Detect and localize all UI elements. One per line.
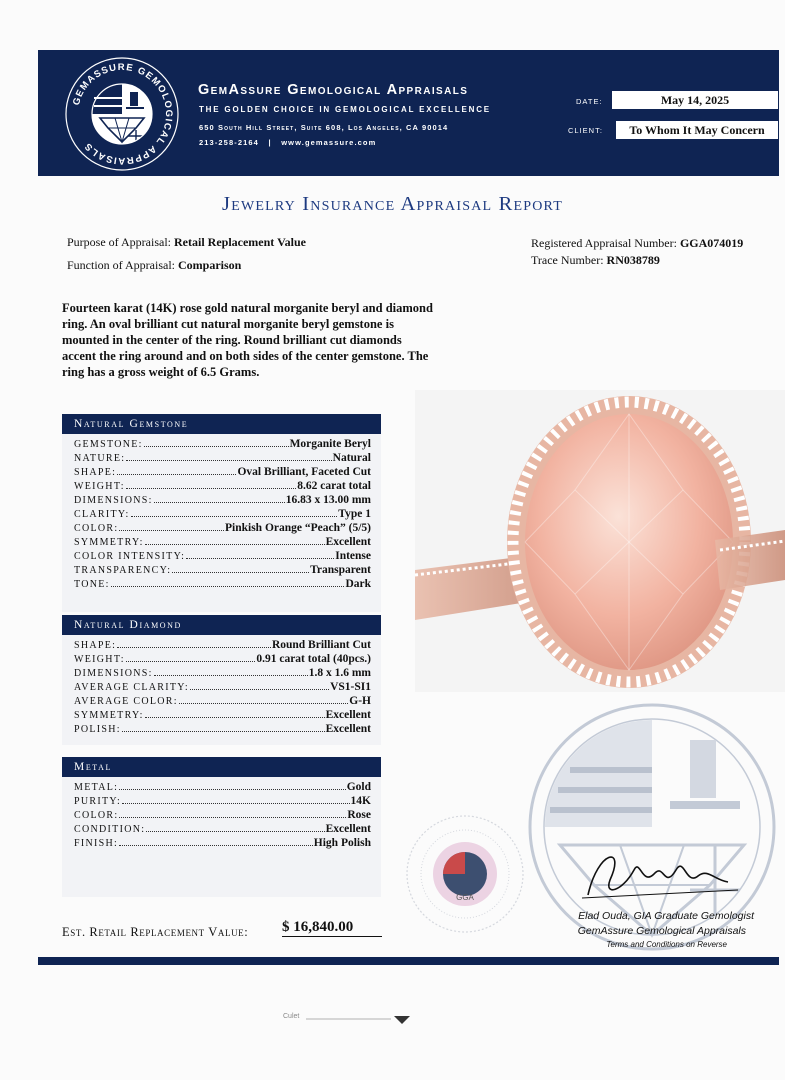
spec-row [74,494,371,508]
gemstone-section [62,414,381,612]
ring-photo [415,390,785,692]
purpose-value: Retail Replacement Value [174,235,306,249]
spec-label: AVERAGE CLARITY: [74,682,189,693]
diamond-section [62,615,381,745]
spec-value: 14K [350,795,371,807]
trace-line [531,253,660,268]
dot-leader [119,817,346,818]
spec-value: 1.8 x 1.6 mm [308,667,371,679]
dot-leader [119,530,224,531]
spec-label: COLOR INTENSITY: [74,551,186,562]
spec-row [74,809,371,823]
hologram-seal [403,812,527,936]
gemassure-seal-logo [64,56,180,172]
dot-leader [186,558,334,559]
spec-row [74,781,371,795]
spec-row [74,795,371,809]
date-value: May 14, 2025 [612,91,778,109]
terms-link[interactable]: Terms and Conditions on Reverse [606,940,727,949]
spec-label: PURITY: [74,796,122,807]
spec-row [74,480,371,494]
company-address: 650 South Hill Street, Suite 608, Los Angeles, CA 90014 [199,123,449,132]
spec-value: High Polish [313,837,371,849]
spec-row [74,438,371,452]
diamond-section-title: Natural Diamond [62,615,381,635]
dot-leader [126,460,331,461]
spec-value: Excellent [325,536,371,548]
dot-leader [122,803,349,804]
gemstone-rows [62,434,381,592]
purpose-label: Purpose of Appraisal: [67,235,171,249]
metal-rows [62,777,381,851]
spec-label: POLISH: [74,724,121,735]
dot-leader [119,845,313,846]
culet-arrow-icon [394,1016,410,1024]
spec-value: Intense [335,550,371,562]
spec-value: Type 1 [338,508,371,520]
spec-label: AVERAGE COLOR: [74,696,178,707]
spec-row [74,695,371,709]
est-value-amount: $ 16,840.00 [282,919,382,937]
dot-leader [111,586,345,587]
dot-leader [144,446,289,447]
registration-line [531,236,743,251]
seal-text: GEMASSURE GEMOLOGICAL APPRAISALS [70,61,175,167]
spec-label: SHAPE: [74,640,117,651]
function-label: Function of Appraisal: [67,258,175,272]
spec-row [74,639,371,653]
spec-label: DIMENSIONS: [74,668,153,679]
spec-label: NATURE: [74,453,126,464]
spec-row [74,522,371,536]
spec-row [74,653,371,667]
report-title: Jewelry Insurance Appraisal Report [222,193,563,215]
spec-value: VS1-SI1 [330,681,371,693]
dot-leader [154,675,308,676]
dot-leader [154,502,285,503]
header-banner [38,50,779,176]
company-name: GemAssure Gemological Appraisals [198,82,469,98]
metal-section-title: Metal [62,757,381,777]
diamond-rows [62,635,381,737]
spec-label: SYMMETRY: [74,710,144,721]
company-contact [199,138,376,147]
spec-label: SYMMETRY: [74,537,144,548]
signature-company: GemAssure Gemological Appraisals [577,925,746,937]
spec-label: TONE: [74,579,110,590]
ring-description: Fourteen karat (14K) rose gold natural morganite beryl and diamond ring. An oval brilliant cut natural morganite beryl gemstone is mounted in the center of the ring. Round brilliant cut diamonds accent the ring around and on both sides of the center gemstone. The ring has a gross weight of 6.5 Grams. [62,301,433,379]
ring-illustration [415,390,785,692]
spec-value: Dark [345,578,371,590]
spec-row [74,709,371,723]
spec-value: 16.83 x 13.00 mm [285,494,371,506]
dot-leader [122,731,325,732]
dot-leader [117,474,236,475]
spec-value: Excellent [325,823,371,835]
spec-value: Gold [346,781,371,793]
spec-value: Excellent [325,723,371,735]
spec-value: Oval Brilliant, Faceted Cut [237,466,371,478]
spec-label: WEIGHT: [74,654,125,665]
gemstone-section-title: Natural Gemstone [62,414,381,434]
est-value-label: Est. Retail Replacement Value: [62,925,249,939]
spec-value: 8.62 carat total [297,480,371,492]
spec-row [74,550,371,564]
hologram-text: GGA [456,893,474,902]
spec-row [74,452,371,466]
footer-bar [38,957,779,965]
company-tagline: THE GOLDEN CHOICE IN GEMOLOGICAL EXCELLENCE [199,105,491,114]
culet-label: Culet [283,1013,300,1020]
company-website: www.gemassure.com [281,138,377,147]
registration-label: Registered Appraisal Number: [531,236,677,250]
spec-row [74,681,371,695]
spec-value: Natural [332,452,371,464]
spec-row [74,466,371,480]
spec-label: GEMSTONE: [74,439,143,450]
spec-label: FINISH: [74,838,119,849]
dot-leader [126,661,256,662]
spec-value: G-H [349,695,371,707]
spec-row [74,667,371,681]
spec-row [74,723,371,737]
spec-label: TRANSPARENCY: [74,565,172,576]
spec-value: 0.91 carat total (40pcs.) [256,653,371,665]
trace-value: RN038789 [606,253,660,267]
signature-image [578,840,743,908]
dot-leader [117,647,271,648]
dot-leader [179,703,348,704]
dot-leader [145,544,325,545]
spec-label: METAL: [74,782,119,793]
spec-row [74,536,371,550]
dot-leader [126,488,296,489]
metal-section [62,757,381,897]
trace-label: Trace Number: [531,253,604,267]
spec-value: Pinkish Orange “Peach” (5/5) [225,522,371,534]
spec-row [74,837,371,851]
dot-leader [190,689,329,690]
purpose-line [67,235,306,250]
spec-row [74,823,371,837]
date-label: DATE: [576,97,603,106]
spec-label: COLOR: [74,523,119,534]
spec-value: Rose [347,809,371,821]
culet-pointer [306,1016,411,1026]
function-value: Comparison [178,258,242,272]
spec-label: CONDITION: [74,824,146,835]
company-phone: 213-258-2164 [199,138,259,147]
spec-row [74,508,371,522]
spec-row [74,578,371,592]
spec-label: CLARITY: [74,509,130,520]
spec-label: DIMENSIONS: [74,495,153,506]
dot-leader [131,516,338,517]
spec-value: Morganite Beryl [289,438,371,450]
contact-divider: | [262,138,279,147]
client-label: CLIENT: [568,126,603,135]
function-line [67,258,241,273]
dot-leader [145,717,325,718]
spec-row [74,564,371,578]
signature-name: Elad Ouda, GIA Graduate Gemologist [578,910,754,922]
client-value: To Whom It May Concern [616,121,778,139]
spec-label: COLOR: [74,810,119,821]
dot-leader [172,572,309,573]
spec-label: SHAPE: [74,467,117,478]
spec-value: Round Brilliant Cut [271,639,371,651]
dot-leader [119,789,345,790]
registration-value: GGA074019 [679,236,744,250]
dot-leader [146,831,324,832]
spec-value: Transparent [310,564,371,576]
spec-label: WEIGHT: [74,481,125,492]
spec-value: Excellent [325,709,371,721]
